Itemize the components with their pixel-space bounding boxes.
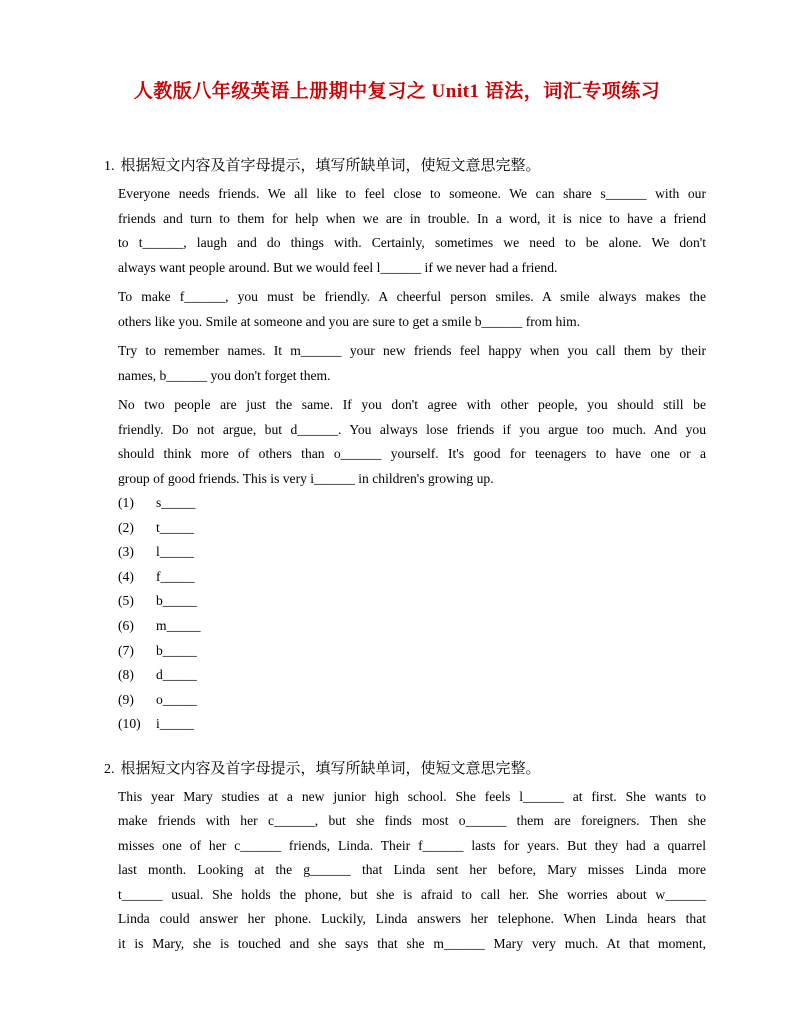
blank-number: (1) bbox=[118, 495, 134, 510]
blank-number: (7) bbox=[118, 642, 134, 658]
section-1-heading bbox=[104, 156, 706, 177]
blank-number: (9) bbox=[118, 691, 134, 707]
answer-blank-row bbox=[118, 589, 706, 614]
answer-blank: i_____ bbox=[156, 716, 194, 732]
answer-blank-row bbox=[118, 540, 706, 565]
section-2-passage-1 bbox=[118, 785, 706, 957]
answer-blank: s_____ bbox=[156, 495, 196, 510]
section-2-heading bbox=[104, 759, 706, 780]
blank-number: (4) bbox=[118, 568, 134, 584]
passage-line: t______ usual. She holds the phone, but she is afraid to call her. She worries about w______ bbox=[118, 886, 706, 902]
section-1-passage-2 bbox=[118, 285, 706, 334]
passage-line: others like you. Smile at someone and you are sure to get a smile b______ from him. bbox=[118, 313, 581, 329]
answer-blank: f_____ bbox=[156, 568, 195, 584]
answer-blank: l_____ bbox=[156, 544, 194, 560]
section-2-number: 2. bbox=[104, 761, 115, 777]
passage-line: Linda could answer her phone. Luckily, Linda answers her telephone. When Linda hears that bbox=[118, 911, 706, 927]
passage-line: No two people are just the same. If you don't agree with other people, you should still be bbox=[118, 397, 706, 412]
passage-line: group of good friends. This is very i______ in children's growing up. bbox=[118, 470, 494, 486]
answer-blank-row bbox=[118, 614, 706, 639]
section-1-passage-3 bbox=[118, 339, 706, 388]
answer-blank: t_____ bbox=[156, 519, 194, 535]
answer-blank: d_____ bbox=[156, 667, 197, 683]
passage-line: friendly. Do not argue, but d______. You always lose friends if you argue too much. And you bbox=[118, 421, 706, 437]
section-1-passage-1 bbox=[118, 182, 706, 280]
answer-blank-row bbox=[118, 565, 706, 590]
answer-blank-row bbox=[118, 663, 706, 688]
section-1-number: 1. bbox=[104, 159, 115, 174]
answer-blank: m_____ bbox=[156, 617, 201, 633]
passage-line: it is Mary, she is touched and she says that she m______ Mary very much. At that moment, bbox=[118, 935, 706, 951]
page-content bbox=[104, 156, 706, 956]
blank-number: (2) bbox=[118, 519, 134, 535]
answer-blank: b_____ bbox=[156, 593, 197, 609]
passage-line: make friends with her c______, but she finds most o______ them are foreigners. Then she bbox=[118, 813, 706, 829]
blank-number: (10) bbox=[118, 716, 141, 732]
answer-blank-row bbox=[118, 712, 706, 737]
passage-line: To make f______, you must be friendly. A cheerful person smiles. A smile always makes the bbox=[118, 289, 706, 304]
passage-line: This year Mary studies at a new junior high school. She feels l______ at first. She wants to bbox=[118, 788, 706, 804]
passage-line: to t______, laugh and do things with. Certainly, sometimes we need to be alone. We don't bbox=[118, 235, 706, 250]
answer-blank-row bbox=[118, 516, 706, 541]
passage-line: Try to remember names. It m______ your new friends feel happy when you call them by their bbox=[118, 343, 706, 358]
answer-blank: b_____ bbox=[156, 642, 197, 658]
passage-line: always want people around. But we would feel l______ if we never had a friend. bbox=[118, 259, 558, 275]
passage-line: Everyone needs friends. We all like to feel close to someone. We can share s______ with our bbox=[118, 186, 706, 201]
answer-blank-row bbox=[118, 491, 706, 516]
answer-blank-row bbox=[118, 688, 706, 713]
section-1-heading-text: 根据短文内容及首字母提示，填写所缺单词，使短文意思完整。 bbox=[120, 158, 541, 174]
answer-blank: o_____ bbox=[156, 691, 197, 707]
blank-number: (6) bbox=[118, 617, 134, 633]
passage-line: misses one of her c______ friends, Linda. Their f______ lasts for years. But they had a quarrel bbox=[118, 837, 706, 853]
passage-line: should think more of others than o______ yourself. It's good for teenagers to have one or a bbox=[118, 446, 706, 461]
passage-line: last month. Looking at the g______ that Linda sent her before, Mary misses Linda more bbox=[118, 862, 706, 878]
page-title: 人教版八年级英语上册期中复习之 Unit1 语法，词汇专项练习 bbox=[133, 81, 661, 102]
blank-number: (3) bbox=[118, 544, 134, 560]
blank-number: (5) bbox=[118, 593, 134, 609]
answer-blank-row bbox=[118, 639, 706, 664]
answer-blank-list bbox=[118, 491, 706, 737]
passage-line: friends and turn to them for help when we are in trouble. In a word, it is nice to have a friend bbox=[118, 210, 706, 226]
section-1-passage-4 bbox=[118, 393, 706, 491]
section-2-heading-text: 根据短文内容及首字母提示，填写所缺单词，使短文意思完整。 bbox=[120, 760, 541, 777]
passage-line: names, b______ you don't forget them. bbox=[118, 367, 331, 383]
blank-number: (8) bbox=[118, 667, 134, 683]
